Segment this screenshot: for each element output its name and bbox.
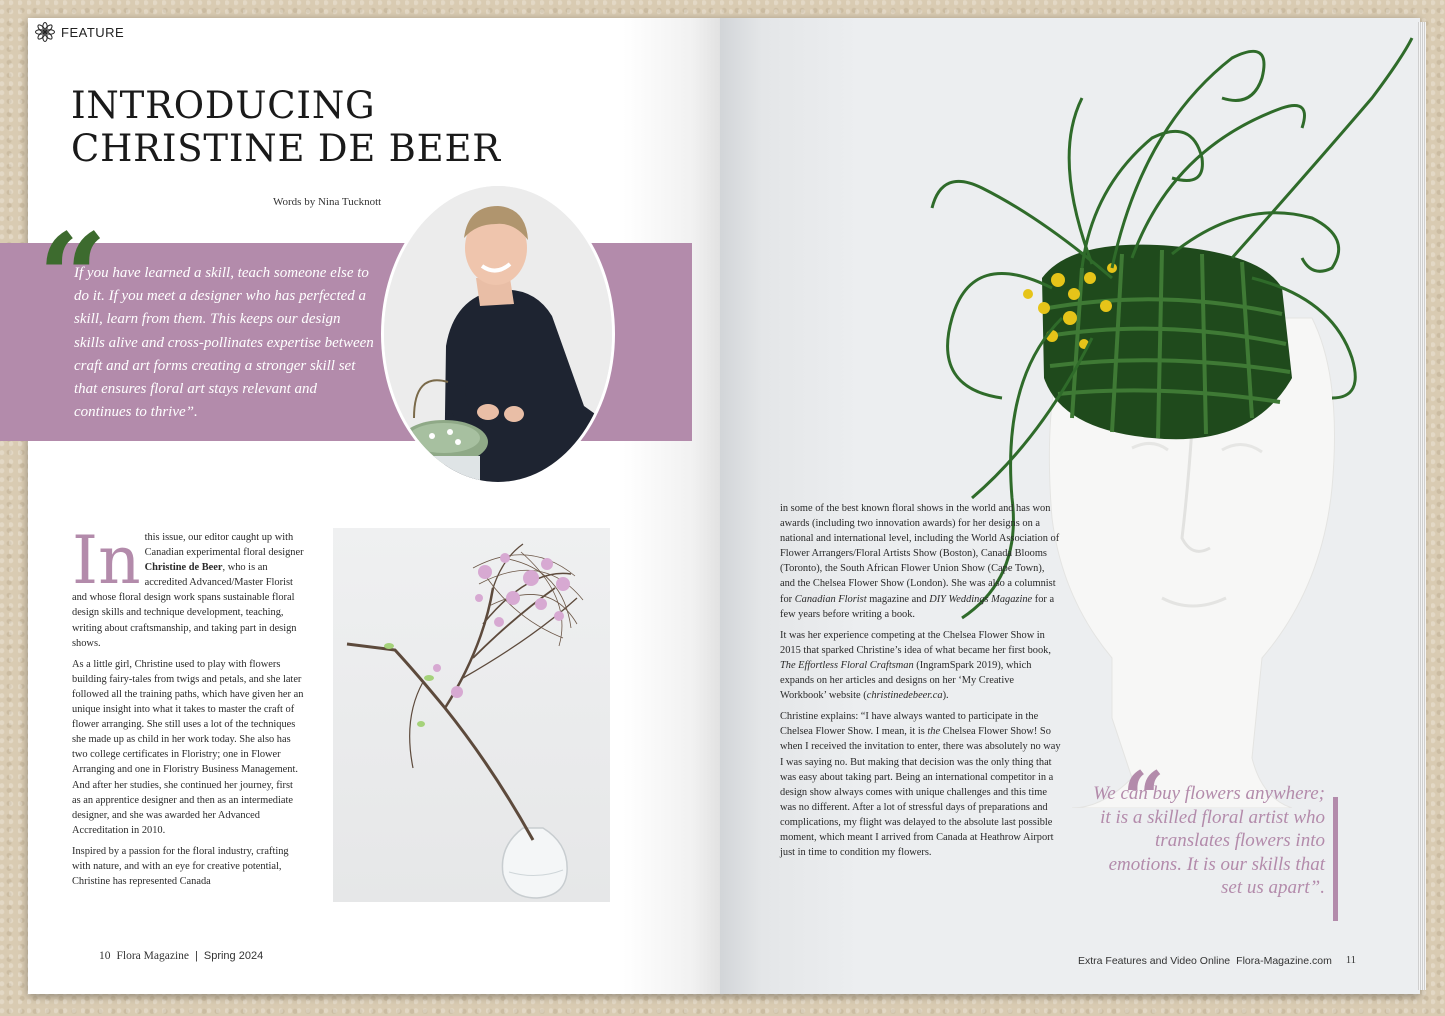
paragraph-5-end: ). <box>942 690 949 702</box>
portrait-photo <box>381 183 615 485</box>
article-paragraph-6 <box>780 709 1062 860</box>
drop-cap: In <box>72 522 141 599</box>
flower-icon <box>35 22 55 42</box>
footer-separator: | <box>195 950 198 962</box>
article-paragraph-3: Inspired by a passion for the floral industry, crafting with nature, and with an eye for creative potential, Christine has represented Canada <box>72 845 289 888</box>
pull-quote-text: If you have learned a skill, teach someone else to do it. If you meet a designer who has perfected a skill, learn from them. This keeps our design skills alive and cross-pollinates expertise between craft and art forms creating a stronger skill set that ensures floral art stays relevant and continues to thrive”. <box>74 265 374 421</box>
paragraph-4-end: for a few years before writing a book. <box>780 593 1055 620</box>
pull-quote-2-text: We can buy flowers anywhere; it is a skilled floral artist who translates flowers into emotions. It is our skills that set us apart”. <box>1093 783 1325 899</box>
publication-diy-weddings: DIY Weddings Magazine <box>929 593 1033 605</box>
publication-canadian-florist: Canadian Florist <box>794 593 867 605</box>
paragraph-1-end: , who is an accredited Advanced/Master Florist and whose floral design work spans sustainable floral design skills and technique development, teaching, writing about craftsmanship, and taking part in design shows. <box>72 562 297 649</box>
article-paragraph-2: As a little girl, Christine used to play with flowers building fairy-tales from twigs and petals, and she later followed all the training paths, which have given her an unique insight into what it takes to master the craft of flower arranging. She still uses a lot of the techniques she made up as child in her work today. She also has two college certificates in Floristry; one in Flower Arranging and one in Floristry Business Management. And after her studies, she continued her journey, first as an apprentice designer and then as an intermediate designer, and she was awarded her Advanced Accreditation in 2010. <box>72 658 304 836</box>
website-link[interactable]: christinedebeer.ca <box>866 690 943 702</box>
article-paragraph-1 <box>72 522 304 651</box>
article-column-3 <box>780 501 1062 866</box>
footer-site[interactable]: Flora-Magazine.com <box>1236 955 1332 967</box>
book-title: The Effortless Floral Craftsman <box>780 659 914 671</box>
title-line-2: CHRISTINE DE BEER <box>71 127 501 170</box>
article-title <box>71 84 501 170</box>
page-number-left: 10 <box>99 950 111 962</box>
section-tag <box>35 22 124 42</box>
designer-name: Christine de Beer <box>144 562 223 574</box>
quote-mark-icon: “ <box>38 207 108 348</box>
paragraph-4-start: in some of the best known floral shows in the world and has won awards (including two innovation awards) for her designs on a national and international level, including the World Association of Flower Arrangers/Floral Artists Show (Boston), Canada Blooms (Toronto), the South African Flower Union Show (Cape Town), and the Chelsea Flower Show (London). She was also a columnist for <box>780 503 1060 605</box>
issue-label: Spring 2024 <box>203 950 264 962</box>
footer-promo: Extra Features and Video Online <box>1078 955 1231 967</box>
byline: Words by Nina Tucknott <box>273 196 382 208</box>
article-column-1 <box>72 522 304 895</box>
page-number-right: 11 <box>1345 955 1356 966</box>
footer-left <box>99 950 263 962</box>
paragraph-4-mid: magazine and <box>866 593 930 605</box>
section-label: FEATURE <box>61 24 125 40</box>
paragraph-1-start: this issue, our editor caught up with Canadian experimental floral designer <box>144 532 304 559</box>
paragraph-6-end: Chelsea Flower Show! So when I received the invitation to enter, there was absolutely no way I was saying no. But making that decision was the only thing that was easy about taking part. Being an international competitor in a design show always comes with unique challenges and this time was no different. After a lot of stressful days of preparations and complications, my flight was delayed to the absolute last possible moment, which meant I arrived from Canada at Heathrow Airport just in time to condition my flowers. <box>780 726 1061 859</box>
article-paragraph-4 <box>780 501 1062 622</box>
paragraph-5-start: It was her experience competing at the Chelsea Flower Show in 2015 that sparked Christine’s idea of what became her first book, <box>780 629 1051 656</box>
magazine-name: Flora Magazine <box>116 950 189 962</box>
quote-mark-2-icon: “ <box>1123 755 1165 840</box>
paragraph-5-mid: (IngramSpark 2019), which expands on her articles and designs on her ‘My Creative Workbook’ website ( <box>780 659 1032 702</box>
paragraph-6-start: Christine explains: “I have always wanted to participate in the Chelsea Flower Show. I mean, it is <box>780 711 1039 738</box>
article-paragraph-5 <box>780 628 1062 703</box>
footer-right <box>1078 955 1356 967</box>
title-line-1: INTRODUCING <box>71 84 376 127</box>
branch-arrangement-photo <box>333 528 610 902</box>
pull-quote-2-bar <box>1333 797 1338 921</box>
paragraph-6-emphasis: the <box>927 726 941 738</box>
